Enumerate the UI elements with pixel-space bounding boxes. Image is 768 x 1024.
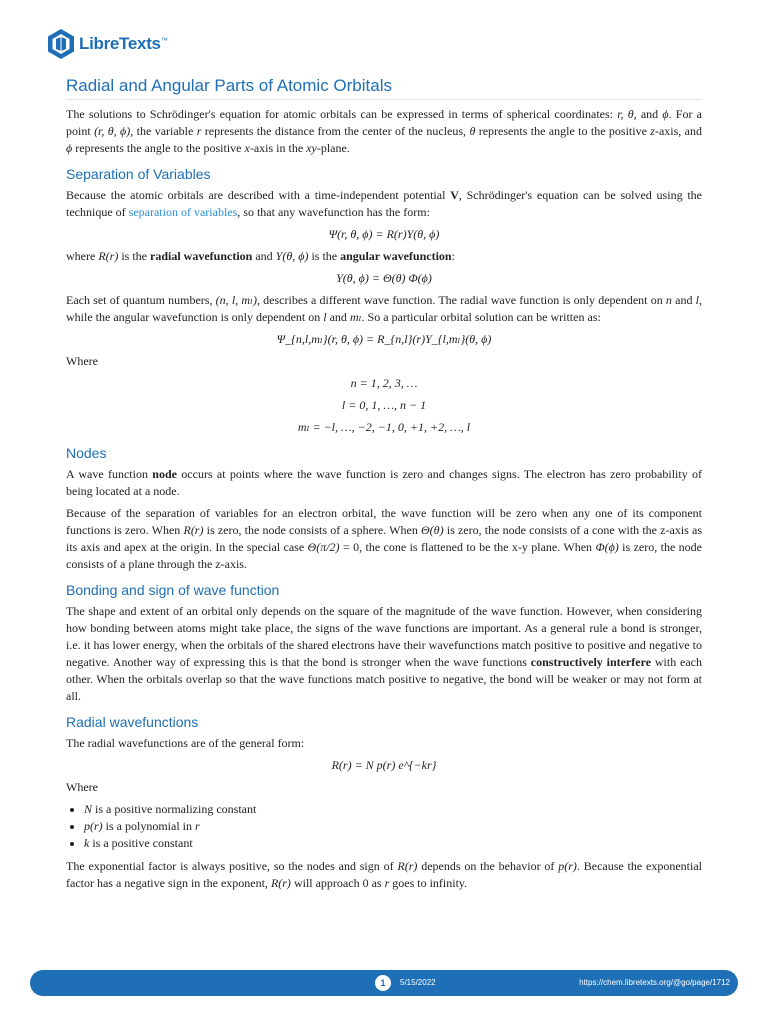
bonding-paragraph: The shape and extent of an orbital only depends on the square of the magnitude of the wave function. However, when considering how bonding between atoms might take place, the signs of the wave functions are important. As a general rule a bond is stronger, i.e. it has lower energy, when the orbitals of the shared electrons have their wavefunctions match positive to positive and negative to negative. Another way of expressing this is that the bond is stronger when the wave functions constructively interfere with each other. When the orbitals overlap so that the wave functions match positive to negative, the bond will be weaker or may not form at all.	[66, 604, 702, 703]
equation-orbital-solution: Ψ_{n,l,mₗ}(r, θ, ϕ) = R_{n,l}(r)Y_{l,mₗ}(θ, ϕ)	[276, 332, 492, 346]
separation-paragraph-3: Each set of quantum numbers, (n, l, mₗ), describes a different wave function. The radial wave function is only dependent on n and l, while the angular wavefunction is only dependent on l and mₗ. So a particular orbital solution can be written as:	[66, 293, 702, 324]
intro-paragraph: The solutions to Schrödinger's equation for atomic orbitals can be expressed in terms of spherical coordinates: r, θ, and ϕ. For a point (r, θ, ϕ), the variable r represents the distance from the center of the nucleus, θ represents the angle to the positive z-axis, and ϕ represents the angle to the positive x-axis in the xy-plane.	[66, 107, 703, 155]
brand-name: LibreTexts™	[79, 34, 168, 53]
page-footer	[30, 970, 738, 996]
libretexts-hexagon-icon	[46, 28, 76, 60]
nodes-paragraph-2: Because of the separation of variables for an electron orbital, the wave function will be zero when any one of its component functions is zero. When R(r) is zero, the node consists of a sphere. When Θ(θ) is zero, the node consists of a cone with the z-axis as its axis and apex at the origin. In the special case Θ(π/2) = 0, the cone is flattened to be the x-y plane. When Φ(ϕ) is zero, the node consists of a plane through the z-axis.	[66, 506, 703, 571]
equation-l-values: l = 0, 1, …, n − 1	[341, 398, 427, 412]
list-item: • N is a positive normalizing constant	[84, 801, 702, 818]
list-item: • p(r) is a polynomial in r	[84, 818, 702, 835]
radial-bullet-list	[66, 801, 702, 852]
radial-where-label: Where	[66, 780, 98, 794]
separation-paragraph-1: Because the atomic orbitals are described with a time-independent potential V, Schrödinger's equation can be solved using the technique of separation of variables, so that any wavefunction has the form:	[66, 188, 702, 219]
section-heading-bonding: Bonding and sign of wave function	[66, 582, 280, 598]
radial-paragraph-1: The radial wavefunctions are of the general form:	[66, 736, 305, 750]
footer-date: 5/15/2022	[400, 978, 436, 987]
where-label: Where	[66, 354, 98, 368]
page-number-badge: 1	[375, 975, 391, 991]
equation-wavefunction: Ψ(r, θ, ϕ) = R(r)Y(θ, ϕ)	[328, 227, 440, 241]
list-item: • k is a positive constant	[84, 835, 702, 852]
section-heading-nodes: Nodes	[66, 445, 107, 461]
equation-ml-values: mₗ = −l, …, −2, −1, 0, +1, +2, …, l	[297, 420, 471, 434]
libretexts-logo[interactable]	[46, 28, 167, 60]
page-title: Radial and Angular Parts of Atomic Orbitals	[66, 76, 702, 100]
page-content	[66, 76, 702, 897]
radial-paragraph-2: The exponential factor is always positive, so the nodes and sign of R(r) depends on the behavior of p(r). Because the exponential factor has a negative sign in the exponent, R(r) will approach 0 as r goes to infinity.	[66, 859, 702, 890]
equation-angular: Y(θ, ϕ) = Θ(θ) Φ(ϕ)	[336, 271, 432, 285]
footer-url-link[interactable]: https://chem.libretexts.org/@go/page/1712	[579, 978, 730, 987]
nodes-paragraph-1: A wave function node occurs at points where the wave function is zero and changes signs. The electron has zero probability of being located at a node.	[66, 467, 703, 498]
equation-radial-form: R(r) = N p(r) e^{−kr}	[331, 758, 437, 772]
equation-n-values: n = 1, 2, 3, …	[350, 376, 418, 390]
section-heading-separation: Separation of Variables	[66, 166, 211, 182]
separation-of-variables-link[interactable]: separation of variables	[128, 205, 238, 219]
section-heading-radial: Radial wavefunctions	[66, 714, 199, 730]
separation-paragraph-2: where R(r) is the radial wavefunction and Y(θ, ϕ) is the angular wavefunction:	[66, 249, 455, 263]
